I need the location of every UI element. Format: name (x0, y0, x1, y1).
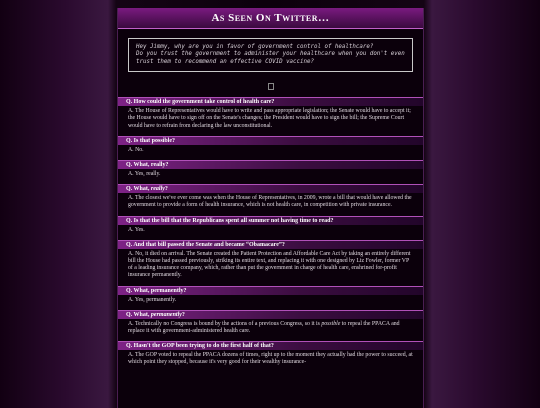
question-4-post: ? (164, 186, 168, 193)
page-title: As Seen On Twitter… (118, 8, 423, 29)
question-8-em: permanently (150, 311, 182, 318)
question-6: Q. And that bill passed the Senate and became “Obamacare”? (118, 240, 423, 249)
question-1: Q. How could the government take control of health care? (118, 97, 423, 106)
answer-8 (118, 319, 423, 341)
answer-8-pre: A. Technically no Congress is bound by the actions of a previous Congress, so it is (128, 320, 322, 327)
question-8 (118, 310, 423, 319)
answer-1: A. The House of Representatives would have to write and pass appropriate legislation; the Senate would have to accept it; the House would have to sign off on the Senate's changes; the President would have to sign the bill; the Supreme Court would have to refrain from declaring the law unconstitutional. (128, 108, 411, 129)
broken-image-icon (118, 77, 423, 89)
article-panel (117, 8, 424, 408)
question-8-pre: Q. What, (126, 311, 151, 318)
answer-8-post: to repeal the PPACA and replace it with government-administered health care. (128, 320, 400, 335)
question-9: Q. Hasn't the GOP been trying to do the first half of that? (118, 341, 423, 350)
answer-7: A. Yes, permanently. (128, 296, 177, 303)
tweet-box (128, 38, 413, 72)
answer-3: A. Yes, really. (128, 171, 161, 178)
qa-list (118, 97, 423, 372)
question-3: Q. What, really? (118, 160, 423, 169)
question-4-em: really (150, 186, 165, 193)
question-4-pre: Q. What, (126, 186, 151, 193)
answer-5: A. Yes. (128, 226, 145, 233)
question-2: Q. Is that possible? (118, 136, 423, 145)
tweet-line-2: Do you trust the government to administer your healthcare when you don't even trust them to recommend an effective COVID vaccine? (136, 51, 405, 65)
question-4 (118, 184, 423, 193)
question-5: Q. Is that the bill that the Republicans spent all summer not having time to read? (118, 216, 423, 225)
answer-6: A. No, it died on arrival. The Senate created the Patient Protection and Affordable Care Act by taking an entirely different bill the House had passed previously, striking its entire text, and replacing it with one designed by Liz Fowler, former VP of a leading insurance company, which, rather than put the government in charge of health care, enshrined for-profit insurance permanently. (128, 250, 411, 279)
tweet-line-1: Hey Jimmy, why are you in favor of government control of healthcare? (136, 44, 374, 50)
answer-8-em: possible (321, 320, 341, 327)
question-7: Q. What, permanently? (118, 286, 423, 295)
answer-4: A. The closest we've ever come was when the House of Representatives, in 2009, wrote a bill that would have allowed the government to provide a form of health insurance, which is not health care, in competition with private insurance. (128, 195, 412, 209)
answer-2: A. No. (128, 146, 144, 153)
question-8-post: ? (181, 311, 185, 318)
answer-9: A. The GOP voted to repeal the PPACA dozens of times, right up to the moment they actually had the power to succeed, at which point they stopped, because it's very good for their wealthy insurance- (128, 352, 413, 366)
